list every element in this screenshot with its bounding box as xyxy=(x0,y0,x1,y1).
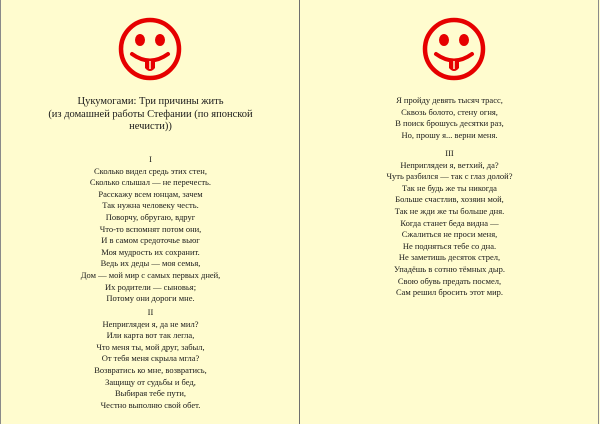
title-line: (из домашней работы Стефании (по японской xyxy=(48,108,253,120)
verse-line: Дом — мой мир с самых первых дней, xyxy=(80,269,221,280)
stanza-numeral: I xyxy=(149,154,152,164)
verse-line: И в самом средоточье вьюг xyxy=(101,235,200,246)
verse-line: От тебя меня скрыла мгла? xyxy=(101,353,200,364)
stanza-2 xyxy=(41,307,260,411)
verse-line: Сколько видел средь этих стен, xyxy=(94,165,207,176)
left-page xyxy=(0,0,299,424)
smiley-face-icon xyxy=(118,17,182,81)
verse-line: Неприглядеи я, да не мил? xyxy=(102,318,199,329)
verse-line: Сам решил бросить этот мир. xyxy=(395,287,504,298)
verse-line: Упадёшь в сотню тёмных дыр. xyxy=(394,263,505,274)
verse-line: Потому они дороги мне. xyxy=(106,293,195,304)
verse-line: Защищу от судьбы и бед, xyxy=(105,376,196,387)
verse-line: Их родители — сыновья; xyxy=(104,281,197,292)
verse-line: Что-то вспомнят потом они, xyxy=(99,223,202,234)
verse-line: Так не жди же ты больше дня. xyxy=(394,205,505,216)
verse-line: Свою обувь предать посмел, xyxy=(397,275,502,286)
verse-line: Честно выполню свой обет. xyxy=(100,399,201,410)
verse-line: Моя мудрость их сохранит. xyxy=(101,246,200,257)
verse-line: Но, прошу я... верни меня. xyxy=(401,129,498,140)
verse-line: Расскажу всем юнцам, зачем xyxy=(98,188,203,199)
verse-line: Выбирая тебе пути, xyxy=(114,388,187,399)
right-page xyxy=(300,0,599,424)
verse-line: Так не будь же ты никогда xyxy=(402,182,497,193)
verse-line: Больше счастлив, хозяин мой, xyxy=(395,194,504,205)
verse-line: Или карта вот так легла, xyxy=(106,330,195,341)
stanza-2-continued xyxy=(340,95,559,141)
verse-line: Так нужна человеку честь. xyxy=(102,200,199,211)
stanza-3 xyxy=(340,148,559,299)
smiley-face-icon xyxy=(422,17,486,81)
title-line: Цукумогами: Три причины жить xyxy=(77,96,224,107)
verse-line: Сквозь болото, стену огня, xyxy=(401,106,498,117)
verse-line: Сжалиться не проси меня, xyxy=(401,229,498,240)
title-line: нечисти)) xyxy=(129,121,172,132)
verse-line: Я пройду девять тысяч трасс, xyxy=(396,95,503,105)
verse-line: Не заметишь десяток стрел, xyxy=(398,252,501,263)
verse-line: Ведь их деды — моя семья, xyxy=(100,258,201,269)
verse-line: Сколько слышал — не перечесть. xyxy=(89,177,212,188)
verse-line: Возвратись ко мне, возвратись, xyxy=(94,364,207,375)
verse-line: Чуть разбился — так с глаз долой? xyxy=(386,171,513,182)
stanza-1 xyxy=(41,154,260,305)
verse-line: Неприглядеи я, ветхий, да? xyxy=(400,159,499,170)
verse-line: В поиск брошусь десятки раз, xyxy=(395,118,504,129)
verse-line: Не подняться тебе со дна. xyxy=(402,240,497,251)
stanza-numeral: III xyxy=(445,148,454,158)
verse-line: Когда станет беда видна — xyxy=(400,217,499,228)
poem-title xyxy=(41,96,260,134)
verse-line: Поворчу, обругаю, вдруг xyxy=(105,211,196,222)
stanza-numeral: II xyxy=(147,307,154,317)
verse-line: Что меня ты, мой друг, забыл, xyxy=(96,341,205,352)
